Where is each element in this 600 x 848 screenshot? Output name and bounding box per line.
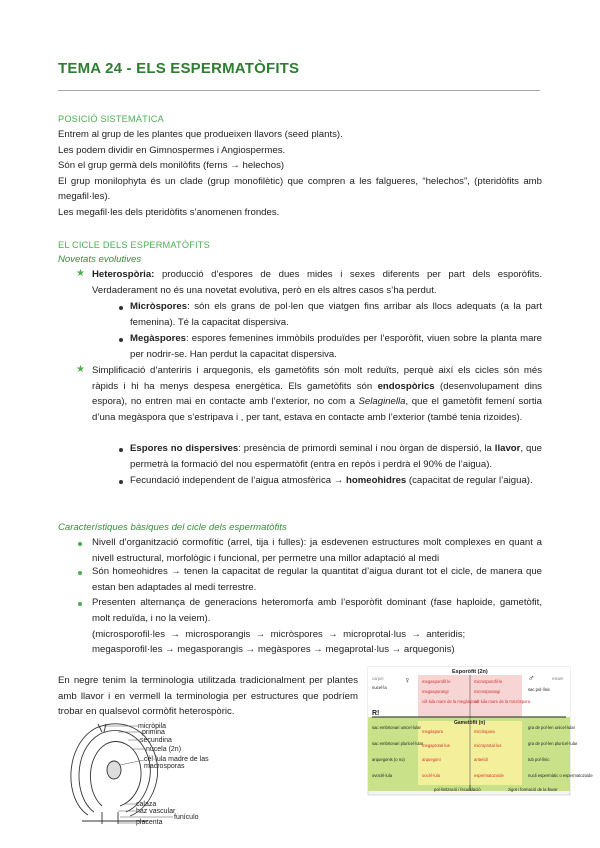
bullet-dot-icon [119, 480, 123, 484]
red-term: cèl·lula mare de la micròspora [474, 699, 531, 704]
red-term: cèl·lula mare de la megàspora [422, 699, 479, 704]
red-term: megasporangi [422, 689, 449, 694]
ovule-label: nucela (2n) [146, 746, 182, 753]
text: (desenvolupament dins espora), no entren mai en contacte amb l’exterior, no com a [92, 380, 542, 408]
term-selaginella: Selaginella [358, 396, 406, 408]
text: : presència de primordi seminal i nou òrgan de dispersió, la [238, 443, 495, 454]
red-term: oocèl·lula [422, 773, 440, 778]
bullet-simplification [92, 363, 542, 425]
bullet-fecundation [130, 473, 542, 489]
ovule-label: haz vascular [136, 808, 176, 815]
text: : són els grans de pol·len que viatgen fins arribar als llocs adequats (a la part femenina). Té la capacitat dispersiva. [130, 301, 542, 328]
ovule-label: funículo [174, 814, 199, 821]
red-term: microsporangi [474, 689, 501, 694]
rf-label: R! [372, 710, 380, 717]
subheading-characteristics: Característiques bàsiques del cicle dels espermatòfits [58, 522, 287, 533]
term-microspores: Micròspores [130, 301, 188, 312]
section1-body [58, 127, 542, 221]
red-term: microprotal·lus [474, 743, 502, 748]
text-line: Són el grup germà dels monilòfits (ferns → helechos) [58, 160, 285, 172]
title-divider [58, 90, 540, 91]
right-term: gra de pol·len pluricel·lular [528, 741, 578, 746]
term-heterospory: Heterospòria: [92, 269, 155, 280]
sporophyte-label: Esporòfit (2n) [452, 669, 488, 675]
life-cycle-diagram [368, 667, 593, 795]
pollination-label: pol·linització i fecundació [434, 787, 481, 792]
funicle [102, 812, 118, 824]
text-line: Les megafil·les dels pteridòfits s’anomenen frondes. [58, 206, 280, 218]
red-term: anteridi [474, 757, 488, 762]
red-term: arquegoni [422, 757, 441, 762]
bullet-dot-icon [119, 448, 123, 452]
male-symbol-icon: ♂ [528, 673, 535, 683]
sequence-line: (microsporofil·les → microsporangis → micròspores → microprotal·lus → anteridis; [92, 629, 466, 640]
bullet-microspores [130, 299, 542, 330]
text-line: Les podem dividir en Gimnospermes i Angiospermes. [58, 144, 286, 156]
stamen-label: estam [552, 676, 564, 681]
star-bullet-icon: ★ [76, 364, 85, 375]
left-term: sac embrionari pluricel·lular [372, 741, 424, 746]
megaspore-mother-cell [107, 761, 121, 779]
bullet-dot-icon [119, 306, 123, 310]
bullet-heterospory [92, 267, 542, 298]
left-term: arquegonis (o no) [372, 757, 405, 762]
star-bullet-icon: ★ [76, 268, 85, 279]
red-term: espermatozoide [474, 773, 504, 778]
bullet-dot-icon [78, 571, 82, 575]
ovule-label: cèl·lula madre de las [144, 756, 209, 763]
ovule-label: calaza [136, 801, 157, 808]
ovule-label: micròpila [138, 723, 167, 730]
right-term: sac pol·línic [528, 687, 551, 692]
page-title: TEMA 24 - ELS ESPERMATÒFITS [58, 60, 300, 77]
red-term: microsporofil·le [474, 679, 503, 684]
female-symbol-icon: ♀ [404, 675, 411, 685]
term-seed: llavor [494, 443, 521, 454]
carpel-label: carpel [372, 676, 384, 681]
gametophyte-label: Gametòfit (n) [454, 720, 486, 726]
text-line: El grup monilophyta és un clade (grup monofilètic) que compren a les falgueres, “helechos”, (pteridòfits amb megafil·les). [58, 175, 542, 203]
ovule-label: primina [142, 729, 165, 736]
term-megaspores: Megàspores [130, 333, 186, 344]
bullet-dot-icon [78, 602, 82, 606]
section-heading-cycle: EL CICLE DELS ESPERMATÒFITS [58, 240, 210, 250]
ovule-diagram [58, 720, 298, 825]
text: Simplificació d’anteriris i arquegonis, els gametòfits són molt reduïts, perquè així els cicles són més ràpids i hi ha menys despesa energètica. Els gametòfits són [92, 365, 542, 392]
term-endosporic: endospòrics [377, 380, 435, 392]
ovule-label: secundina [140, 737, 172, 744]
red-term: megasporofil·le [422, 679, 451, 684]
bullet-dot-icon [78, 542, 82, 546]
text: , que el gametòfit femení sortia d’una megàspora que s’estripava i , per tant, estava en contacte amb l’exterior (també tenia rizoides). [92, 396, 543, 423]
list-item: Són homeohidres → tenen la capacitat de regular la quantitat d’aigua durant tot el cicle, de manera que estan ben adaptades al medi terrestre. [92, 566, 542, 593]
red-term: megàspora [422, 729, 443, 734]
text-line: Entrem al grup de les plantes que produeixen llavors (seed plants). [58, 129, 343, 140]
right-term: nucli espermàtic o espermatozoide [528, 773, 593, 778]
right-term: tub pol·línic [528, 757, 550, 762]
text: producció d’espores de dues mides i sexes diferents per part dels esporòfits. Verdaderament no és una novetat evolutiva, però en els altres casos s’ha perdut. [92, 269, 542, 296]
ovule-label: macrosporas [144, 763, 185, 770]
list-item: Presenten alternança de generacions heteromorfa amb l’esporòfit dominant (fase haploide, gametòfit, molt reduïda, i no la veiem). [92, 597, 542, 624]
bullet-megaspores [130, 331, 542, 362]
ovule-label: placenta [136, 819, 163, 826]
text: , que permetrà la formació del nou espermatòfit (entra en repòs i perdrà el 90% de l’aigua). [130, 443, 542, 470]
red-term: megaprotal·lus [422, 743, 450, 748]
term-homeohydric: homeohidres [346, 475, 407, 486]
bullet-non-dispersive-spores [130, 441, 542, 472]
text: Fecundació independent de l’aigua atmosfèrica → [130, 475, 346, 486]
text: : espores femenines immòbils produïdes per l’esporòfit, viuen sobre la planta mare per nodrir-se. Han perdut la capacitat dispersiva. [130, 333, 542, 360]
subheading-evolutionary: Novetats evolutives [58, 254, 142, 265]
section-heading-systematic: POSICIÓ SISTEMÀTICA [58, 114, 164, 124]
red-term: micròspora [474, 729, 495, 734]
terminology-note: En negre tenim la terminologia utilitzada tradicionalment per plantes amb llavor i en vermell la terminologia per estructures que podríem trobar en qualsevol cormòfit heterospòric. [58, 675, 358, 718]
left-term: sac embrionari unicel·lular [372, 725, 421, 730]
list-item: Nivell d’organització cormofític (arrel, tija i fulles): ja esdevenen estructures molt complexes en quant a nivell estructural, morfològic i funcional, per permetre una millor adaptació al medi [92, 537, 542, 564]
text: (capacitat de regular l’aigua). [406, 475, 533, 486]
zygote-label: zigot i formació de la llavor [508, 787, 558, 792]
left-term: ovocèl·lula [372, 773, 393, 778]
bullet-dot-icon [119, 338, 123, 342]
sequence-line: megasporofil·les → megasporangis → megàspores → megaprotal·lus → arquegonis) [92, 644, 455, 655]
term-non-dispersive: Espores no dispersives [130, 443, 239, 454]
left-term: nucel·la [372, 685, 387, 690]
right-term: gra de pol·len unicel·lular [528, 725, 576, 730]
